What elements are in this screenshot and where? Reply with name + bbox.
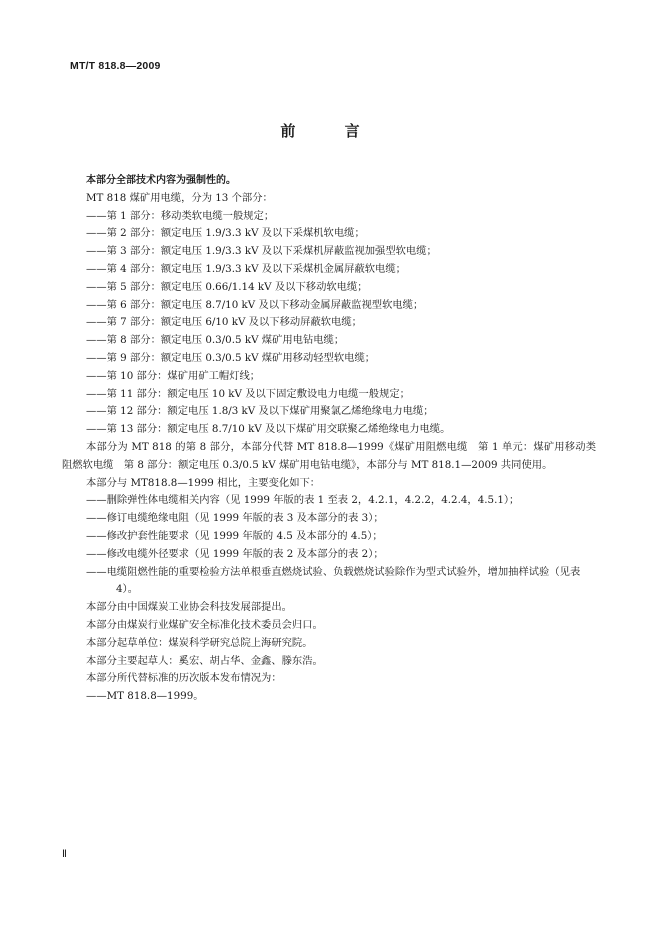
list-item: ——第 2 部分：额定电压 1.9/3.3 kV 及以下采煤机软电缆； [86,227,365,240]
list-item: ——修改电缆外径要求（见 1999 年版的表 2 及本部分的表 2）； [86,547,384,560]
proposer-statement: 本部分由中国煤炭工业协会科技发展部提出。 [86,601,292,614]
list-item: ——电缆阻燃性能的重要检验方法单根垂直燃烧试验、负载燃烧试验除作为型式试验外，增加抽样试验（见表 4）。 [86,565,581,596]
list-item: ——第 4 部分：额定电压 1.9/3.3 kV 及以下采煤机金属屏蔽软电缆； [86,262,406,275]
standard-code [70,60,161,72]
committee-statement: 本部分由煤炭行业煤矿安全标准化技术委员会归口。 [86,618,323,631]
list-item: ——修订电缆绝缘电阻（见 1999 年版的表 3 及本部分的表 3）； [86,512,384,525]
list-item: ——第 1 部分：移动类软电缆一般规定； [86,209,275,222]
mandatory-statement: 本部分全部技术内容为强制性的。 [86,175,236,186]
list-item: ——第 6 部分：额定电压 8.7/10 kV 及以下移动金属屏蔽监视型软电缆； [86,298,424,311]
list-item: ——修改护套性能要求（见 1999 年版的 4.5 及本部分的 4.5）； [86,529,383,542]
list-item: ——第 12 部分：额定电压 1.8/3 kV 及以下煤矿用聚氯乙烯绝缘电力电缆； [86,405,434,418]
series-intro: MT 818 煤矿用电缆，分为 13 个部分： [86,191,273,204]
list-item: ——第 11 部分：额定电压 10 kV 及以下固定敷设电力电缆一般规定； [86,387,410,400]
changes-list [86,492,596,599]
drafters: 本部分主要起草人：奚宏、胡占华、金鑫、滕东浩。 [86,654,323,667]
list-item: ——删除弹性体电缆相关内容（见 1999 年版的表 1 至表 2，4.2.1，4.2.2，4.2.4，4.5.1）； [86,494,520,507]
foreword-body [62,172,596,706]
history-intro: 本部分所代替标准的历次版本发布情况为： [86,672,282,685]
list-item: ——第 7 部分：额定电压 6/10 kV 及以下移动屏蔽软电缆； [86,316,362,329]
list-item: ——第 3 部分：额定电压 1.9/3.3 kV 及以下采煤机屏蔽监视加强型软电缆； [86,245,437,258]
parts-list [86,208,596,439]
replacement-paragraph: 本部分为 MT 818 的第 8 部分，本部分代替 MT 818.8—1999《煤矿用阻燃电缆 第 1 单元：煤矿用移动类阻燃软电缆 第 8 部分：额定电压 0.3/0.5 kV 煤矿用电钻电缆》，本部分与 MT 818.1—2009 共同使用。 [62,440,596,471]
standard-code-text: MT/T 818.8—2009 [70,60,161,72]
changes-intro: 本部分与 MT818.8—1999 相比，主要变化如下： [86,476,321,489]
list-item: ——第 9 部分：额定电压 0.3/0.5 kV 煤矿用移动轻型软电缆； [86,351,376,364]
list-item: ——第 10 部分：煤矿用矿工帽灯线； [86,369,261,382]
page-number: Ⅱ [62,849,67,860]
list-item: ——第 5 部分：额定电压 0.66/1.14 kV 及以下移动软电缆； [86,280,368,293]
history-item: ——MT 818.8—1999。 [86,690,204,703]
drafting-unit: 本部分起草单位：煤炭科学研究总院上海研究院。 [86,636,313,649]
page-title: 前 言 [280,122,382,140]
list-item: ——第 8 部分：额定电压 0.3/0.5 kV 煤矿用电钻电缆； [86,334,345,347]
list-item: ——第 13 部分：额定电压 8.7/10 kV 及以下煤矿用交联聚乙烯绝缘电力电缆。 [86,423,451,436]
